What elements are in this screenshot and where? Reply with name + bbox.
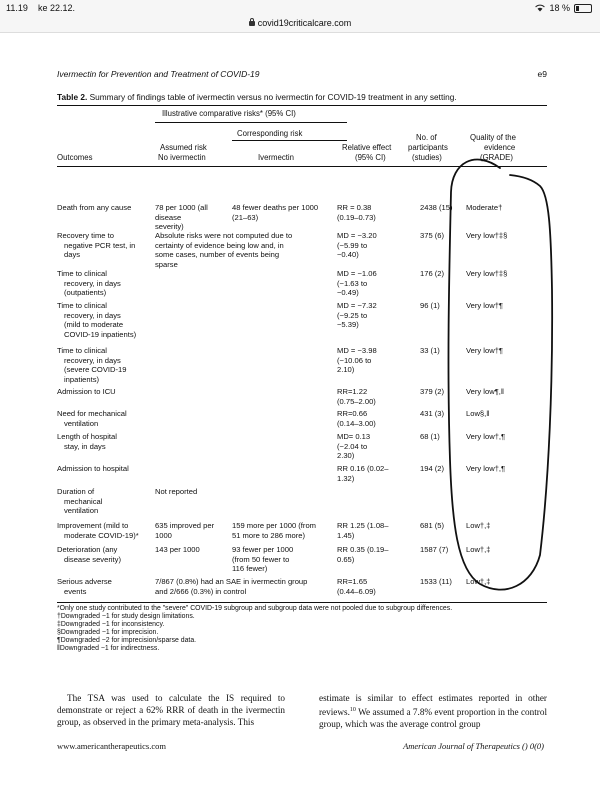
cell-quality: Low§,‖ [466, 409, 490, 418]
table-bottom-rule [57, 602, 547, 603]
header-corresponding: Corresponding risk [237, 129, 303, 138]
cell-outcome: (mild to moderate [64, 320, 124, 330]
cell-outcome: days [64, 250, 81, 260]
cell-quality: Very low†,¶ [466, 432, 506, 441]
cell-outcome: Serious adverse [57, 577, 112, 586]
cell-assumed-risk: 143 per 1000 [155, 545, 200, 554]
cell-quality: Very low¶,‖ [466, 387, 505, 396]
status-right [535, 3, 592, 13]
cell-relative-effect: RR=0.66 [337, 409, 368, 418]
cell-relative-effect: (−9.25 to [337, 310, 368, 320]
cell-participants: 431 (3) [420, 409, 445, 418]
cell-participants: 1533 (11) [420, 577, 452, 586]
cell-assumed-risk: sparse [155, 259, 178, 269]
cell-corresponding-risk: 93 fewer per 1000 [232, 545, 294, 554]
footnote: ‡Downgraded −1 for inconsistency. [57, 621, 165, 628]
cell-corresponding-risk: (21–63) [232, 212, 259, 222]
cell-relative-effect: RR 0.35 (0.19– [337, 545, 389, 554]
cell-relative-effect: MD= 0.13 [337, 432, 371, 441]
header-ivermectin: Ivermectin [258, 153, 294, 162]
cell-relative-effect: MD = −3.20 [337, 231, 377, 240]
cell-relative-effect: (−5.99 to [337, 240, 368, 250]
cell-assumed-risk: 1000 [155, 530, 172, 540]
cell-quality: Very low†¶ [466, 346, 504, 355]
cell-relative-effect: 2.30) [337, 451, 355, 461]
cell-relative-effect: (0.14–3.00) [337, 418, 376, 428]
cell-assumed-risk: 7/867 (0.8%) had an SAE in ivermectin group [155, 577, 308, 586]
header-relative-1: Relative effect [342, 143, 392, 152]
footer-website: www.americantherapeutics.com [57, 741, 166, 751]
cell-outcome: Recovery time to [57, 231, 114, 240]
url-text: covid19criticalcare.com [257, 18, 352, 28]
cell-quality: Low†,‡ [466, 577, 491, 586]
header-participants-3: (studies) [412, 153, 442, 162]
cell-relative-effect: RR = 0.38 [337, 203, 372, 212]
cell-outcome: Death from any cause [57, 203, 132, 212]
cell-relative-effect: (0.44–6.09) [337, 586, 376, 596]
cell-relative-effect: 0.65) [337, 554, 355, 564]
body-text-left: The TSA was used to calculate the IS required to demonstrate or reject a 62% RRR of death in the ivermectin group, as observed in the primary meta-analysis. This [57, 693, 285, 728]
cell-participants: 375 (6) [420, 231, 445, 240]
running-head-title: Ivermectin for Prevention and Treatment of COVID-19 [57, 69, 260, 79]
footnote: †Downgraded −1 for study design limitations. [57, 613, 195, 620]
cell-relative-effect: −0.40) [337, 250, 359, 260]
cell-quality: Moderate† [466, 203, 503, 212]
cell-quality: Very low†,¶ [466, 464, 506, 473]
cell-outcome: inpatients) [64, 374, 100, 384]
cell-assumed-risk: Not reported [155, 487, 198, 496]
cell-outcome: moderate COVID-19)* [64, 530, 139, 540]
cell-quality: Very low†‡§ [466, 231, 508, 240]
cell-outcome: Length of hospital [57, 432, 117, 441]
footnote: ¶Downgraded −2 for imprecision/sparse data. [57, 637, 197, 644]
header-outcomes: Outcomes [57, 153, 93, 162]
cell-corresponding-risk: (from 50 fewer to [232, 554, 290, 564]
cell-participants: 2438 (15) [420, 203, 453, 212]
cell-quality: Very low†‡§ [466, 269, 508, 278]
cell-outcome: Deterioration (any [57, 545, 118, 554]
cell-outcome: Time to clinical [57, 346, 107, 355]
wifi-icon [535, 4, 545, 12]
status-date: ke 22.12. [38, 3, 76, 13]
cell-participants: 96 (1) [420, 301, 440, 310]
cell-outcome: Admission to ICU [57, 387, 116, 396]
footnote: *Only one study contributed to the "severe" COVID-19 subgroup and subgroup data were not pooled due to subgroup differences. [57, 605, 453, 612]
page-number: e9 [537, 69, 547, 79]
header-assumed-2: No ivermectin [158, 153, 206, 162]
cell-participants: 681 (5) [420, 521, 445, 530]
cell-assumed-risk: disease [155, 212, 182, 222]
body-text-right-a: estimate is similar to effect estimates reported in other reviews. [319, 693, 547, 718]
cell-relative-effect: 1.32) [337, 473, 355, 483]
cell-relative-effect: MD = −7.32 [337, 301, 377, 310]
reference-number: 10 [349, 707, 356, 714]
header-participants-1: No. of [416, 133, 437, 142]
cell-participants: 33 (1) [420, 346, 440, 355]
cell-outcome: Duration of [57, 487, 95, 496]
cell-relative-effect: MD = −1.06 [337, 269, 377, 278]
header-quality-1: Quality of the [470, 133, 516, 142]
cell-outcome: disease severity) [64, 554, 121, 564]
cell-relative-effect: RR=1.65 [337, 577, 368, 586]
cell-assumed-risk: Absolute risks were not computed due to [155, 231, 293, 240]
header-rule-2 [232, 140, 347, 141]
status-time: 11.19 [6, 3, 28, 13]
cell-participants: 194 (2) [420, 464, 445, 473]
cell-corresponding-risk: 48 fewer deaths per 1000 [232, 203, 319, 212]
header-illustrative: Illustrative comparative risks* (95% CI) [162, 109, 296, 118]
cell-participants: 176 (2) [420, 269, 445, 278]
running-head [57, 69, 547, 79]
cell-quality: Low†,‡ [466, 545, 491, 554]
cell-outcome: Time to clinical [57, 301, 107, 310]
cell-corresponding-risk: 159 more per 1000 (from [232, 521, 316, 530]
footnote: §Downgraded −1 for imprecision. [57, 629, 159, 636]
cell-corresponding-risk: 116 fewer) [232, 564, 268, 574]
table-caption-label: Table 2. [57, 92, 88, 102]
cell-relative-effect: RR 0.16 (0.02– [337, 464, 389, 473]
cell-outcome: events [64, 586, 87, 596]
cell-relative-effect: 1.45) [337, 530, 355, 540]
cell-outcome: COVID-19 inpatients) [64, 329, 137, 339]
table-caption-text: Summary of findings table of ivermectin versus no ivermectin for COVID-19 treatment in any setting. [89, 92, 457, 102]
header-relative-2: (95% CI) [355, 153, 386, 162]
header-quality-3: (GRADE) [480, 153, 513, 162]
cell-outcome: negative PCR test, in [64, 240, 136, 250]
cell-assumed-risk: certainty of evidence being low and, in [155, 240, 284, 250]
body-text-right [319, 692, 547, 731]
footer-journal: American Journal of Therapeutics () 0(0) [403, 741, 544, 751]
battery-percent: 18 % [549, 3, 570, 13]
cell-outcome: recovery, in days [64, 310, 121, 320]
cell-outcome: Time to clinical [57, 269, 107, 278]
cell-relative-effect: RR=1.22 [337, 387, 368, 396]
cell-quality: Low†,‡ [466, 521, 491, 530]
cell-assumed-risk: some cases, number of events being [155, 250, 280, 260]
cell-participants: 379 (2) [420, 387, 445, 396]
cell-relative-effect: −5.39) [337, 320, 359, 330]
cell-outcome: ventilation [64, 418, 99, 428]
cell-relative-effect: (−1.63 to [337, 278, 368, 288]
browser-url-bar[interactable] [0, 16, 600, 33]
cell-assumed-risk: 78 per 1000 (all [155, 203, 208, 212]
cell-quality: Very low†¶ [466, 301, 504, 310]
cell-relative-effect: −0.49) [337, 288, 359, 298]
cell-outcome: stay, in days [64, 441, 106, 451]
cell-relative-effect: MD = −3.98 [337, 346, 377, 355]
header-rule-1 [155, 122, 347, 123]
table-caption [57, 92, 557, 102]
cell-relative-effect: (0.19–0.73) [337, 212, 376, 222]
cell-assumed-risk: 635 improved per [155, 521, 215, 530]
cell-outcome: Improvement (mild to [57, 521, 129, 530]
body-text-right-b: We assumed a 7.8% event proportion in the control group, which was the average control group [319, 707, 547, 730]
cell-assumed-risk: severity) [155, 222, 184, 232]
url-display[interactable] [0, 18, 600, 28]
cell-relative-effect: (−2.04 to [337, 441, 368, 451]
footnote: ‖Downgraded −1 for indirectness. [57, 645, 160, 652]
cell-outcome: mechanical [64, 496, 103, 506]
cell-assumed-risk: and 2/666 (0.3%) in control [155, 586, 247, 596]
cell-relative-effect: RR 1.25 (1.08– [337, 521, 389, 530]
cell-participants: 1587 (7) [420, 545, 449, 554]
cell-outcome: Admission to hospital [57, 464, 129, 473]
header-assumed-1: Assumed risk [160, 143, 207, 152]
header-participants-2: participants [408, 143, 448, 152]
header-bottom-rule [57, 166, 547, 167]
cell-corresponding-risk: 51 more to 286 more) [232, 530, 306, 540]
cell-outcome: recovery, in days [64, 278, 121, 288]
cell-relative-effect: (−10.06 to [337, 355, 372, 365]
lock-icon [249, 21, 255, 26]
table-top-rule [57, 105, 547, 106]
cell-participants: 68 (1) [420, 432, 440, 441]
cell-outcome: Need for mechanical [57, 409, 127, 418]
cell-outcome: ventilation [64, 506, 99, 516]
document-page [0, 33, 600, 800]
battery-icon [574, 4, 592, 13]
cell-outcome: (outpatients) [64, 288, 107, 298]
cell-relative-effect: 2.10) [337, 365, 355, 375]
cell-outcome: recovery, in days [64, 355, 121, 365]
header-quality-2: evidence [484, 143, 516, 152]
status-bar [0, 0, 600, 16]
cell-relative-effect: (0.75–2.00) [337, 396, 376, 406]
cell-outcome: (severe COVID-19 [64, 365, 127, 375]
